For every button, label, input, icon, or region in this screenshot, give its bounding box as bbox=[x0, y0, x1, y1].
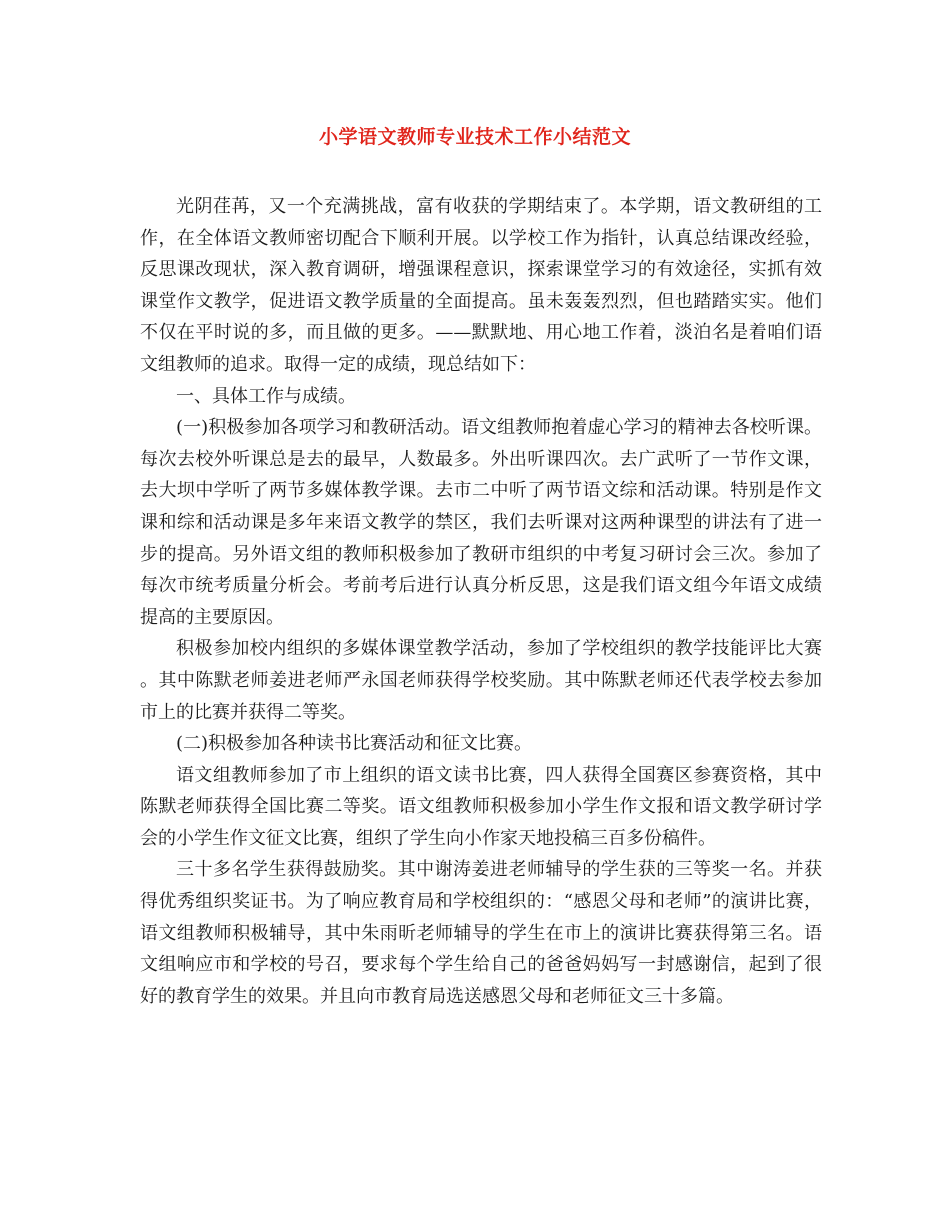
section-heading-1: 一、具体工作与成绩。 bbox=[176, 385, 356, 407]
paragraph-intro: 光阴荏苒，又一个充满挑战，富有收获的学期结束了。本学期，语文教研组的工作，在全体语文教师密切配合下顺利开展。以学校工作为指针，认真总结课改经验，反思课改现状，深入教育调研，增强课程意识，探索课堂学习的有效途径，实抓有效课堂作文教学，促进语文教学质量的全面提高。虽未轰轰烈烈，但也踏踏实实。他们不仅在平时说的多，而且做的更多。——默默地、用心地工作着，淡泊名是着咱们语文组教师的追求。取得一定的成绩，现总结如下： bbox=[140, 196, 822, 375]
document-body bbox=[140, 191, 822, 1012]
paragraph-awards: 三十多名学生获得鼓励奖。其中谢涛姜进老师辅导的学生获的三等奖一名。并获得优秀组织奖证书。为了响应教育局和学校组织的：“感恩父母和老师”的演讲比赛，语文组教师积极辅导，其中朱雨昕老师辅导的学生在市上的演讲比赛获得第三名。语文组响应市和学校的号召，要求每个学生给自己的爸爸妈妈写一封感谢信，起到了很好的教育学生的效果。并且向市教育局选送感恩父母和老师征文三十多篇。 bbox=[140, 859, 822, 1007]
document-title: 小学语文教师专业技术工作小结范文 bbox=[318, 126, 631, 148]
subsection-heading-2: (二)积极参加各种读书比赛活动和征文比赛。 bbox=[176, 733, 533, 755]
paragraph-study-activities: (一)积极参加各项学习和教研活动。语文组教师抱着虚心学习的精神去各校听课。每次去校外听课总是去的最早，人数最多。外出听课四次。去广武听了一节作文课，去大坝中学听了两节多媒体教学课。去市二中听了两节语文综和活动课。特别是作文课和综和活动课是多年来语文教学的禁区，我们去听课对这两种课型的讲法有了进一步的提高。另外语文组的教师积极参加了教研市组织的中考复习研讨会三次。参加了每次市统考质量分析会。考前考后进行认真分析反思，这是我们语文组今年语文成绩提高的主要原因。 bbox=[140, 417, 822, 628]
paragraph-reading-contest: 语文组教师参加了市上组织的语文读书比赛，四人获得全国赛区参赛资格，其中陈默老师获得全国比赛二等奖。语文组教师积极参加小学生作文报和语文教学研讨学会的小学生作文征文比赛，组织了学生向小作家天地投稿三百多份稿件。 bbox=[140, 764, 822, 849]
paragraph-multimedia-contest: 积极参加校内组织的多媒体课堂教学活动，参加了学校组织的教学技能评比大赛 。其中陈默老师姜进老师严永国老师获得学校奖励。其中陈默老师还代表学校去参加市上的比赛并获得二等奖。 bbox=[140, 638, 822, 723]
